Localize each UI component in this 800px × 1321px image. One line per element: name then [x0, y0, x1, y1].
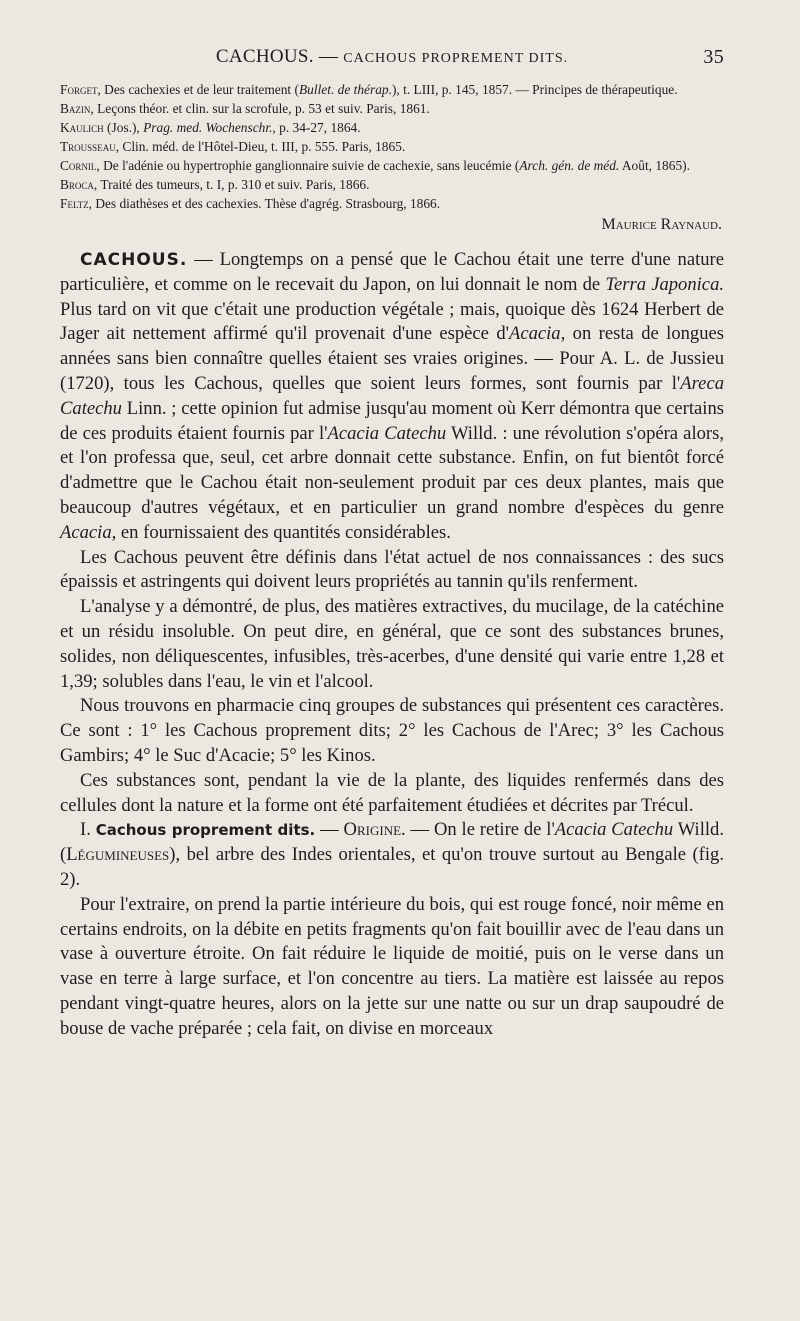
- reference-text: Clin. méd. de l'Hôtel-Dieu, t. III, p. 555. Paris, 1865.: [119, 139, 406, 154]
- paragraph: Nous trouvons en pharmacie cinq groupes de substances qui présentent ces caractères. Ce sont : 1° les Cachous proprement dits; 2° les Cachous de l'Arec; 3° les Cachous Gambirs; 4° le Suc d'Acacie; 5° les Kinos.: [60, 695, 724, 766]
- running-head-title: CACHOUS. —: [215, 46, 339, 67]
- text-run: — Longtemps on a pensé que le Cachou était une terre d'une nature particulière, et comme on le recevait du Japon, on lui donnait le nom de: [60, 249, 724, 295]
- text-run: en fournissaient des quantités considérables.: [116, 521, 451, 543]
- reference-rest: Août, 1865).: [619, 158, 690, 173]
- reference-text: Des cachexies et de leur traitement (: [100, 82, 299, 97]
- paragraph: Ces substances sont, pendant la vie de la plante, des liquides renfermés dans des cellules dont la nature et la forme ont été parfaitement étudiées et décrites par Trécul.: [60, 769, 724, 816]
- text-run: on resta de longues années sans bien connaître quelles étaient ses vraies origines. — Pour A. L. de Jussieu (1720), tous les Cachous, quelles que soient leurs formes, sont fournis par l': [60, 323, 724, 394]
- section-number: I.: [80, 819, 96, 841]
- reference-author: Bazin,: [60, 101, 94, 116]
- reference-author: Forget,: [60, 82, 101, 97]
- reference-text: Leçons théor. et clin. sur la scrofule, p. 53 et suiv. Paris, 1861.: [93, 101, 430, 116]
- bibliography-entry: [60, 156, 724, 175]
- bibliography: [60, 80, 724, 234]
- small-caps-term: Origine.: [343, 819, 406, 841]
- text-run: Willd. : une révolution s'opéra alors, et l'on professa que, seul, cet arbre donnait cette substance. Enfin, on fut bientôt forcé d'admettre que le Cachou était non-seulement produit par ces deux plantes, mais que beaucoup d'autres végétaux, et en particulier un grand nombre d'espèces du genre: [60, 422, 724, 518]
- reference-author: Trousseau,: [60, 139, 120, 154]
- text-run: Plus tard on vit que c'était une production végétale ; mais, quoique dès 1624 Herbert de Jager ait nettement affirmé qu'il provenait d'une espèce d': [60, 298, 724, 345]
- italic-term: Acacia,: [60, 521, 117, 543]
- reference-text: De l'adénie ou hypertrophie ganglionnaire suivie de cachexie, sans leucémie (: [99, 158, 520, 173]
- reference-text: (Jos.),: [103, 120, 144, 135]
- headword: CACHOUS.: [80, 250, 188, 270]
- running-head-subtitle: CACHOUS PROPREMENT DITS.: [343, 51, 569, 66]
- reference-journal: Prag. med. Wochenschr.: [143, 120, 273, 135]
- text-run: ), bel arbre des Indes orientales, et qu'on trouve surtout au Bengale (fig. 2).: [60, 844, 724, 890]
- text-run: —: [315, 819, 344, 841]
- italic-term: Terra Japonica.: [605, 273, 725, 295]
- bibliography-entry: [60, 175, 724, 194]
- text-run: Willd. (: [60, 819, 724, 866]
- running-head: [60, 46, 724, 76]
- reference-author: Broca,: [60, 177, 98, 192]
- reference-author: Feltz,: [60, 196, 92, 211]
- reference-author: Cornil,: [60, 158, 100, 173]
- reference-rest: ), t. LIII, p. 145, 1857. — Principes de thérapeutique.: [391, 82, 678, 97]
- bibliography-entry: [60, 194, 724, 213]
- text-run: Linn. ; cette opinion fut admise jusqu'au moment où Kerr démontra que certains de ces produits étaient fournis par l': [60, 397, 724, 444]
- text-run: — On le retire de l': [405, 819, 555, 841]
- paragraph: Pour l'extraire, on prend la partie intérieure du bois, qui est rouge foncé, noir même en certains endroits, on la débite en petits fragments qu'on fait bouillir avec de l'eau dans un vase à ouverture étroite. On fait réduire le liquide de moitié, puis on le verse dans un vase en terre à large surface, et l'on concentre au tiers. La matière est laissée au repos pendant vingt-quatre heures, alors on la jette sur une natte ou sur un drap saupoudré de bouse de vache préparée ; cela fait, on divise en morceaux: [60, 893, 724, 1039]
- section-heading: Cachous proprement dits.: [95, 821, 316, 840]
- reference-journal: Arch. gén. de méd.: [519, 158, 620, 173]
- article-body: [60, 248, 724, 1042]
- paragraph: [60, 818, 724, 892]
- small-caps-term: Légumineuses: [66, 844, 170, 866]
- reference-author: Kaulich: [60, 120, 104, 135]
- reference-text: Des diathèses et des cachexies. Thèse d'agrég. Strasbourg, 1866.: [91, 196, 441, 211]
- author-signature: Maurice Raynaud.: [601, 216, 722, 233]
- paragraph: Les Cachous peuvent être définis dans l'état actuel de nos connaissances : des sucs épaissis et astringents qui doivent leurs propriétés au tannin qu'ils renferment.: [60, 546, 724, 593]
- italic-term: Acacia Catechu: [327, 422, 447, 444]
- paragraph: [60, 248, 724, 546]
- bibliography-entry: [60, 99, 724, 118]
- reference-text: Traité des tumeurs, t. I, p. 310 et suiv. Paris, 1866.: [97, 177, 370, 192]
- reference-rest: , p. 34-27, 1864.: [272, 120, 361, 135]
- bibliography-entry: [60, 80, 724, 99]
- bibliography-entry: [60, 118, 724, 137]
- reference-journal: Bullet. de thérap.: [298, 82, 392, 97]
- paragraph: L'analyse y a démontré, de plus, des matières extractives, du mucilage, de la catéchine et un résidu insoluble. On peut dire, en général, que ce sont des substances brunes, solides, non déliquescentes, infusibles, très-acerbes, d'une densité qui varie entre 1,28 et 1,39; solubles dans l'eau, le vin et l'alcool.: [60, 596, 724, 692]
- italic-term: Acacia,: [508, 323, 566, 345]
- italic-term: Areca Catechu: [60, 372, 724, 419]
- italic-term: Acacia Catechu: [554, 819, 674, 841]
- page-number: 35: [703, 46, 724, 68]
- bibliography-entry: [60, 137, 724, 156]
